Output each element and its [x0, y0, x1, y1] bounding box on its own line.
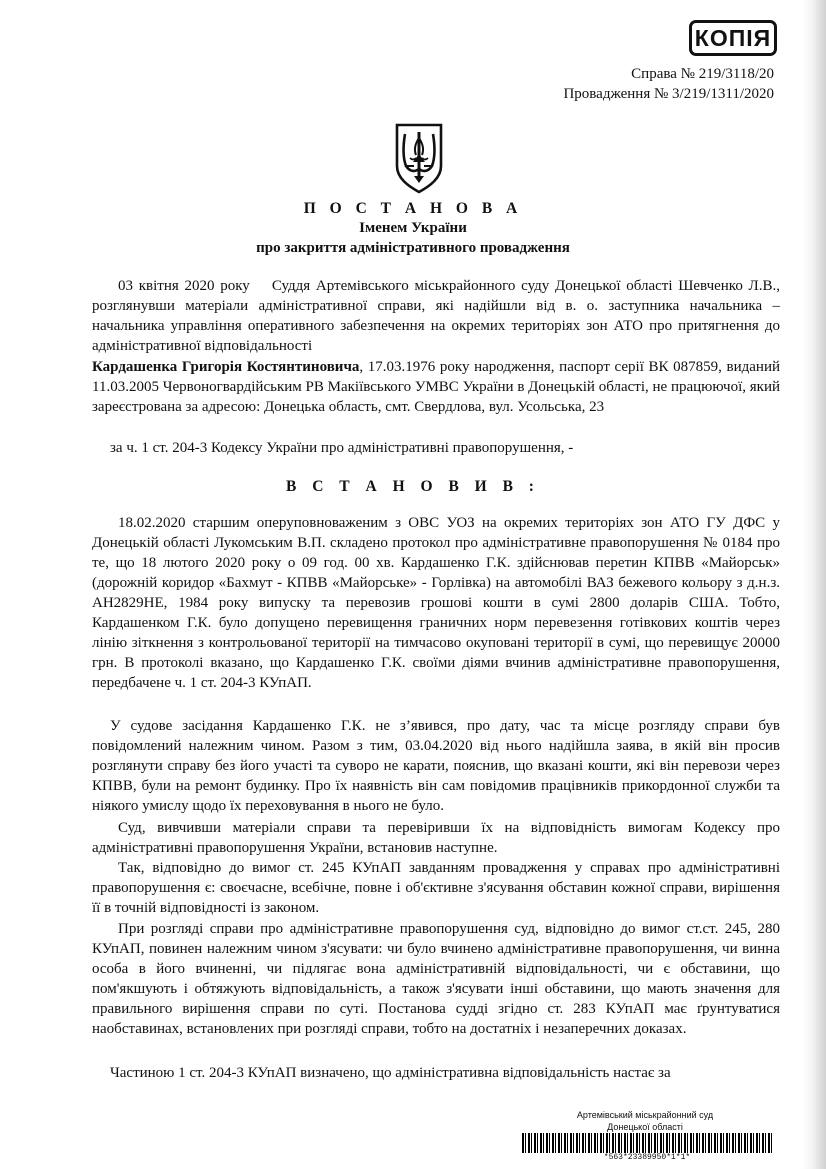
case-references: [563, 64, 774, 104]
paragraph-article-204-3: Частиною 1 ст. 204-3 КУпАП визначено, що адміністративна відповідальність настає за: [110, 1065, 671, 1081]
footer-court-name: Артемівський міськрайонний суд: [576, 1110, 714, 1120]
document-barcode: [522, 1133, 772, 1153]
barcode-number: *563*23389950*1*1*: [603, 1153, 691, 1162]
footer-region: Донецької області: [607, 1122, 683, 1132]
proceeding-number: Провадження № 3/219/1311/2020: [563, 86, 774, 102]
paragraph-article-280: При розгляді справи про адміністративне правопорушення суд, відповідно до вимог ст.ст. 245, 280 КУпАП, повинен належним чином з'ясувати: чи було вчинено адміністративне правопорушення, чи винна особа в його вчиненні, чи підлягає вона адміністративній відповідальності, чи є обставини, що пом'якшують і обтяжують відповідальність, а також з'ясувати інші обставини, що мають значення для правильного вирішення справи по суті. Постанова судді згідно ст. 283 КУпАП має ґрунтуватися наобставинах, встановлених при розгляді справи, тобто на достатніх і незаперечних доказах.: [92, 921, 780, 1037]
document-subtitle-name-of-ukraine: Іменем України: [359, 220, 467, 236]
case-number: Справа № 219/3118/20: [631, 66, 774, 82]
decision-date: 03 квітня 2020 року: [118, 278, 250, 294]
person-details: , 17.03.1976 року народження, паспорт серії ВК 087859, виданий 11.03.2005 Червоногвардійським РВ Макіївського УМВС України в Донецькій області, не працюючої, який зареєстрована за адресою: Донецька область, смт. Свердлова, вул. Усольська, 23: [92, 359, 780, 415]
paragraph-court-session: У судове засідання Кардашенко Г.К. не з’явився, про дату, час та місце розгляду справи був повідомлений належним чином. Разом з тим, 03.04.2020 від нього надійшла заява, в якій він просив розглянути справу без його участі та суворо не карати, пояснив, що вказані кошти, які він перевози через КПВВ, були на ремонт будинку. Про їх наявність він сам повідомив працівників прикордонної служби та ніякого умислу щодо їх переховування в нього не було.: [92, 718, 780, 814]
established-heading: В С Т А Н О В И В :: [286, 478, 540, 495]
document-title: П О С Т А Н О В А: [303, 200, 523, 217]
paragraph-article-245: Так, відповідно до вимог ст. 245 КУпАП завданням провадження у справах про адміністративні правопорушення є: своєчасне, всебічне, повне і об'єктивне з'ясування обставин кожної справи, вирішення її в точній відповідності із законом.: [92, 860, 780, 916]
court-footer: [520, 1109, 770, 1133]
document-subtitle-closure: про закриття адміністративного провадження: [256, 240, 570, 256]
page-edge-shadow: [802, 0, 826, 1169]
trident-coat-of-arms-icon: [394, 122, 444, 194]
person-name: Кардашенка Григорія Костянтиновича: [92, 359, 360, 375]
article-reference: за ч. 1 ст. 204-3 Кодексу України про адміністративні правопорушення, -: [110, 440, 574, 456]
paragraph-protocol: 18.02.2020 старшим оперуповноваженим з ОВС УОЗ на окремих територіях зон АТО ГУ ДФС у Донецькій області Лукомським В.П. складено протокол про адміністративне правопорушення № 0184 про те, що 18 лютого 2020 року о 09 год. 00 хв. Кардашенко Г.К. здійснював перетин КПВВ «Майорськ» (дорожній коридор «Бахмут - КПВВ «Майорське» - Горлівка) на автомобілі ВАЗ бежевого кольору з д.н.з. АН2829НЕ, 1984 року випуску та перевозив грошові кошти в сумі 2800 доларів США. Тобто, Кардашенком Г.К. було допущено перевищення граничних норм перевезення готівкових коштів через лінію зіткнення з контрольованої території на тимчасово окуповані території в сумі, що перевищує 20000 грн. В протоколі вказано, що Кардашенко Г.К. своїми діями вчинив адміністративне правопорушення, передбачене ч. 1 ст. 204-3 КУпАП.: [92, 515, 780, 691]
copy-stamp: КОПІЯ: [689, 20, 777, 56]
paragraph-court-review: Суд, вивчивши матеріали справи та перевіривши їх на відповідність вимогам Кодексу про адміністративні правопорушення України, встановив наступне.: [92, 820, 780, 856]
intro-paragraph: [92, 276, 780, 356]
person-paragraph: [92, 357, 780, 417]
intro-text: Суддя Артемівського міськрайонного суду Донецької області Шевченко Л.В., розглянувши матеріали адміністративної справи, які надійшли від в. о. заступника начальника – начальника управління оперативного забезпечення на окремих територіях зон АТО про притягнення до адміністративної відповідальності: [92, 278, 780, 354]
